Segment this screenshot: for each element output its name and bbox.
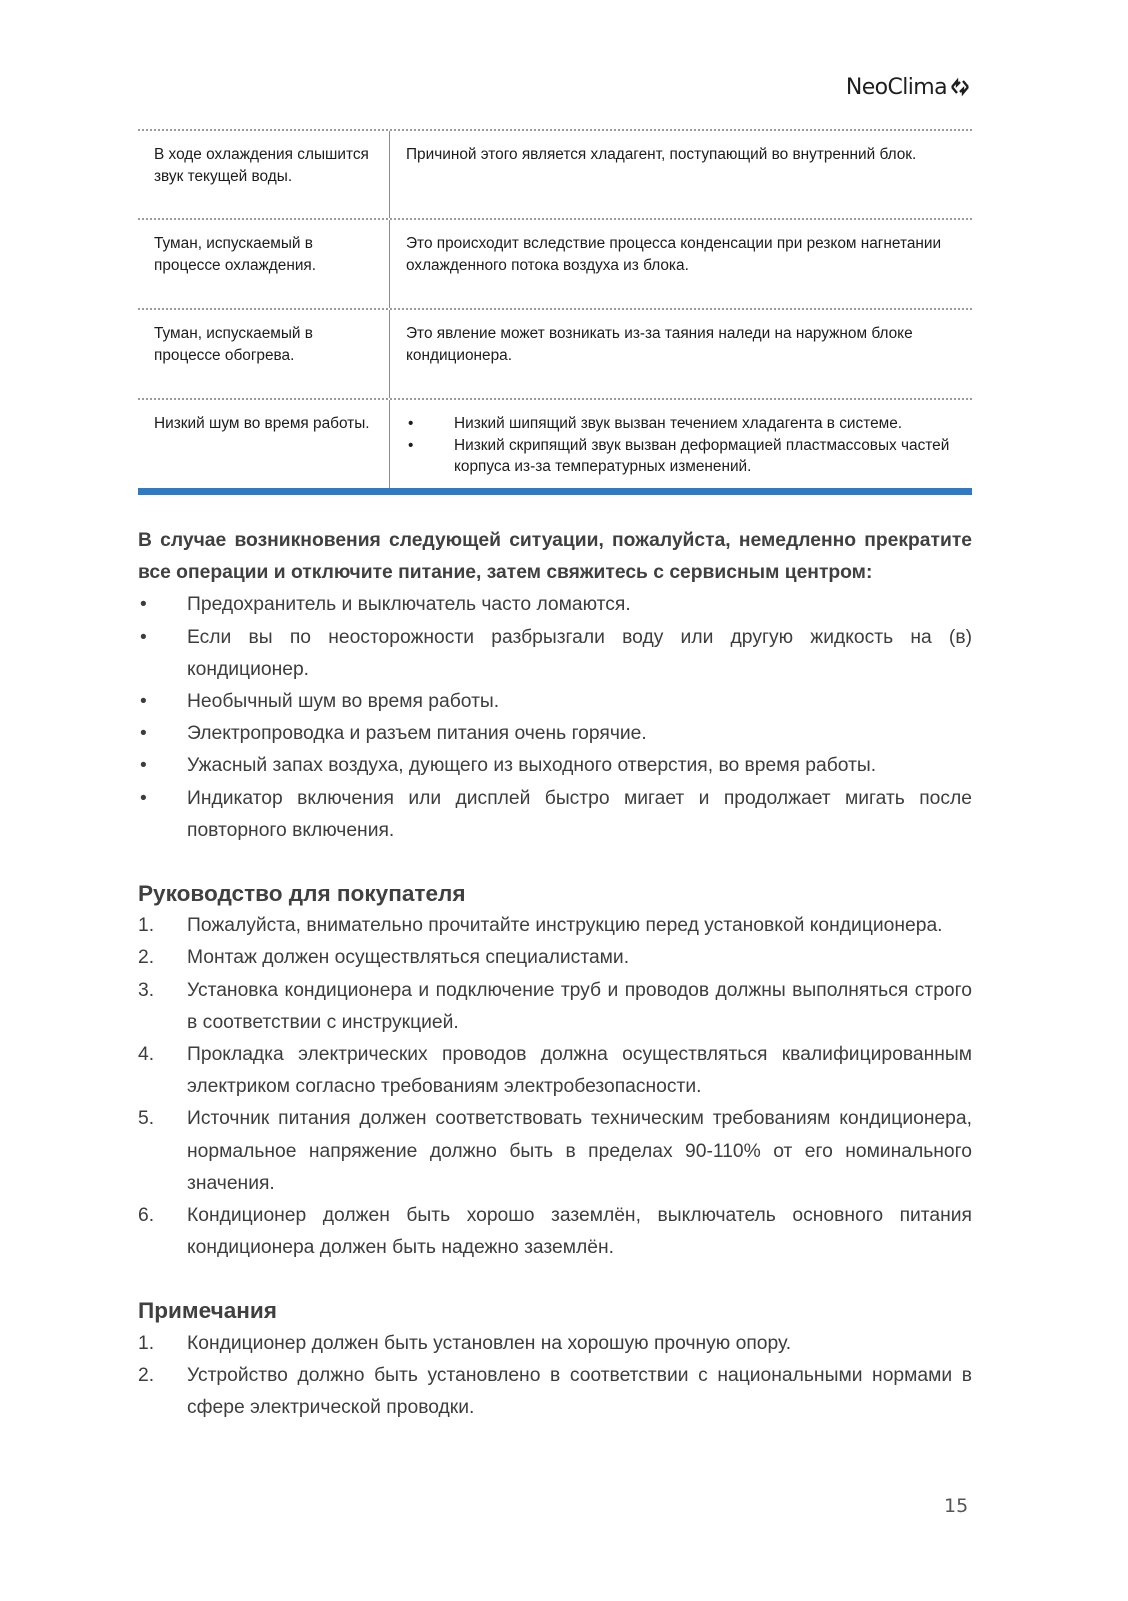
list-item: • Низкий шипящий звук вызван течением хладагента в системе. xyxy=(406,413,964,435)
section-heading-guide: Руководство для покупателя xyxy=(138,881,466,907)
table-row xyxy=(138,308,972,398)
list-item: • Индикатор включения или дисплей быстро мигает и продолжает мигать после повторного включения. xyxy=(140,787,972,841)
list-item: • Электропроводка и разъем питания очень горячие. xyxy=(140,723,647,745)
explanation-list xyxy=(406,413,964,478)
explanation-cell: Это происходит вследствие процесса конденсации при резком нагнетании охлажденного потока воздуха из блока. xyxy=(389,220,972,308)
list-item: • Ужасный запах воздуха, дующего из выходного отверстия, во время работы. xyxy=(140,755,877,777)
symptom-cell: Туман, испускаемый в процессе обогрева. xyxy=(154,325,313,364)
section-heading-notes: Примечания xyxy=(138,1298,277,1324)
list-item: 1. Кондиционер должен быть установлен на хорошую прочную опору. xyxy=(138,1332,792,1354)
main-content xyxy=(138,525,972,1424)
logo-mark-icon xyxy=(950,77,970,97)
warning-list xyxy=(138,589,972,847)
table-row xyxy=(138,129,972,218)
list-item: 1. Пожалуйста, внимательно прочитайте инструкцию перед установкой кондиционера. xyxy=(138,915,943,937)
explanation-cell: Причиной этого является хладагент, поступающий во внутренний блок. xyxy=(389,131,972,218)
list-item: 6. Кондиционер должен быть хорошо заземлён, выключатель основного питания кондиционера должен быть надежно заземлён. xyxy=(138,1205,972,1259)
table-bottom-rule xyxy=(138,488,972,495)
list-item: • Необычный шум во время работы. xyxy=(140,691,500,713)
list-item: • Низкий скрипящий звук вызван деформацией пластмассовых частей корпуса из-за температурных изменений. xyxy=(406,435,964,478)
symptom-cell: В ходе охлаждения слышится звук текущей воды. xyxy=(154,146,369,185)
symptom-cell: Туман, испускаемый в процессе охлаждения. xyxy=(154,235,317,274)
guide-list xyxy=(138,910,972,1264)
brand-logo xyxy=(840,70,970,104)
table-row xyxy=(138,398,972,488)
symptom-cell: Низкий шум во время работы. xyxy=(154,415,370,432)
list-item: 4. Прокладка электрических проводов должна осуществляться квалифицированным электриком согласно требованиям электробезопасности. xyxy=(138,1044,972,1098)
explanation-cell: Это явление может возникать из-за таяния наледи на наружном блоке кондиционера. xyxy=(389,310,972,398)
list-item: 2. Устройство должно быть установлено в соответствии с национальными нормами в сфере электрической проводки. xyxy=(138,1364,972,1419)
warning-lead: В случае возникновения следующей ситуации, пожалуйста, немедленно прекратите все операции и отключите питание, затем свяжитесь с сервисным центром: xyxy=(138,530,972,584)
list-item: 3. Установка кондиционера и подключение труб и проводов должны выполняться строго в соответствии с инструкцией. xyxy=(138,979,972,1033)
troubleshooting-table xyxy=(138,129,972,495)
table-row xyxy=(138,218,972,308)
list-item: 2. Монтаж должен осуществляться специалистами. xyxy=(138,947,630,969)
explanation-cell xyxy=(389,400,972,488)
list-item: • Если вы по неосторожности разбрызгали воду или другую жидкость на (в) кондиционер. xyxy=(140,626,972,680)
page-number: 15 xyxy=(944,1495,969,1517)
notes-list xyxy=(138,1328,972,1425)
list-item: 5. Источник питания должен соответствовать техническим требованиям кондиционера, нормальное напряжение должно быть в пределах 90-110% от его номинального значения. xyxy=(138,1108,972,1194)
brand-name: NeoClima xyxy=(845,74,947,100)
list-item: • Предохранитель и выключатель часто ломаются. xyxy=(140,594,631,616)
